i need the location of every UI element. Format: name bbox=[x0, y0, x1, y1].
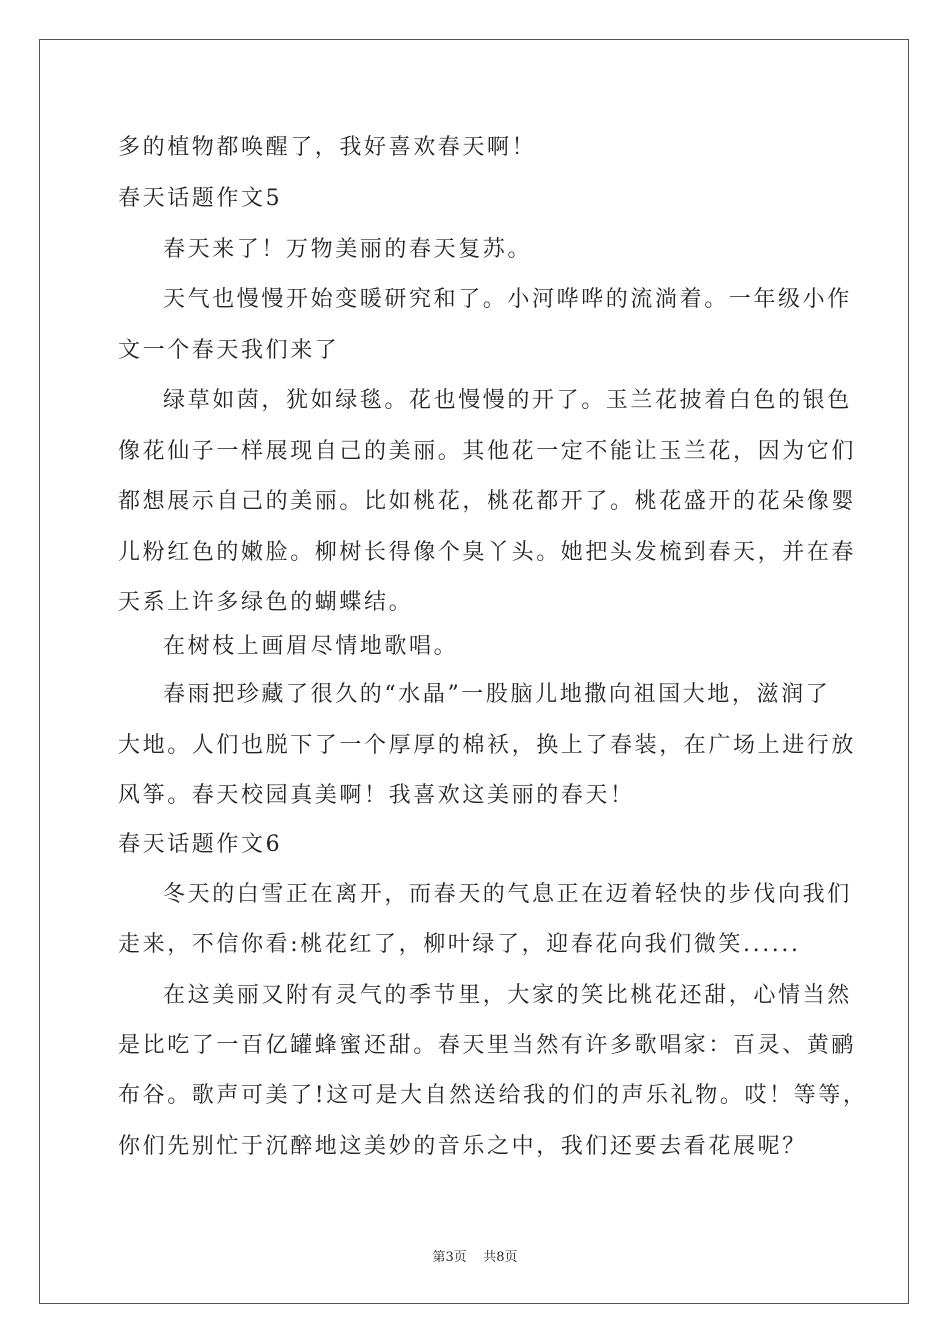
section-heading: 春天话题作文6 bbox=[118, 832, 283, 857]
paragraph-line: 都想展示自己的美丽。比如桃花，桃花都开了。桃花盛开的花朵像婴 bbox=[118, 489, 857, 514]
paragraph-line: 冬天的白雪正在离开，而春天的气息正在迈着轻快的步伐向我们 bbox=[163, 882, 852, 907]
paragraph-line: 天气也慢慢开始变暖研究和了。小河哗哗的流淌着。一年级小作 bbox=[163, 287, 852, 312]
paragraph-line: 布谷。歌声可美了!这可是大自然送给我的们的声乐礼物。哎！等等， bbox=[118, 1083, 868, 1108]
paragraph-line: 像花仙子一样展现自己的美丽。其他花一定不能让玉兰花，因为它们 bbox=[118, 439, 857, 464]
paragraph-line: 是比吃了一百亿罐蜂蜜还甜。春天里当然有许多歌唱家：百灵、黄鹂 bbox=[118, 1033, 857, 1058]
paragraph-line: 儿粉红色的嫩脸。柳树长得像个臭丫头。她把头发梳到春天，并在春 bbox=[118, 540, 857, 565]
paragraph-line: 大地。人们也脱下了一个厚厚的棉袄，换上了春装，在广场上进行放 bbox=[118, 733, 857, 758]
paragraph-line: 天系上许多绿色的蝴蝶结。 bbox=[118, 590, 414, 615]
paragraph-line: 多的植物都唤醒了，我好喜欢春天啊！ bbox=[118, 135, 537, 160]
paragraph-line: 绿草如茵，犹如绿毯。花也慢慢的开了。玉兰花披着白色的银色 bbox=[163, 388, 852, 413]
paragraph-line: 在树枝上画眉尽情地歌唱。 bbox=[163, 634, 459, 659]
page-border bbox=[39, 39, 909, 1304]
paragraph-line: 文一个春天我们来了 bbox=[118, 338, 340, 363]
paragraph-line: 春雨把珍藏了很久的“水晶”一股脑儿地撒向祖国大地，滋润了 bbox=[163, 682, 831, 707]
paragraph-line: 春天来了！万物美丽的春天复苏。 bbox=[163, 237, 533, 262]
paragraph-line: 走来，不信你看:桃花红了，柳叶绿了，迎春花向我们微笑...... bbox=[118, 932, 801, 957]
paragraph-line: 你们先别忙于沉醉地这美妙的音乐之中，我们还要去看花展呢？ bbox=[118, 1134, 807, 1159]
page-footer: 第3页 共8页 bbox=[432, 1250, 518, 1265]
paragraph-line: 风筝。春天校园真美啊！我喜欢这美丽的春天！ bbox=[118, 783, 635, 808]
paragraph-line: 在这美丽又附有灵气的季节里，大家的笑比桃花还甜，心情当然 bbox=[163, 983, 852, 1008]
section-heading: 春天话题作文5 bbox=[118, 186, 283, 211]
